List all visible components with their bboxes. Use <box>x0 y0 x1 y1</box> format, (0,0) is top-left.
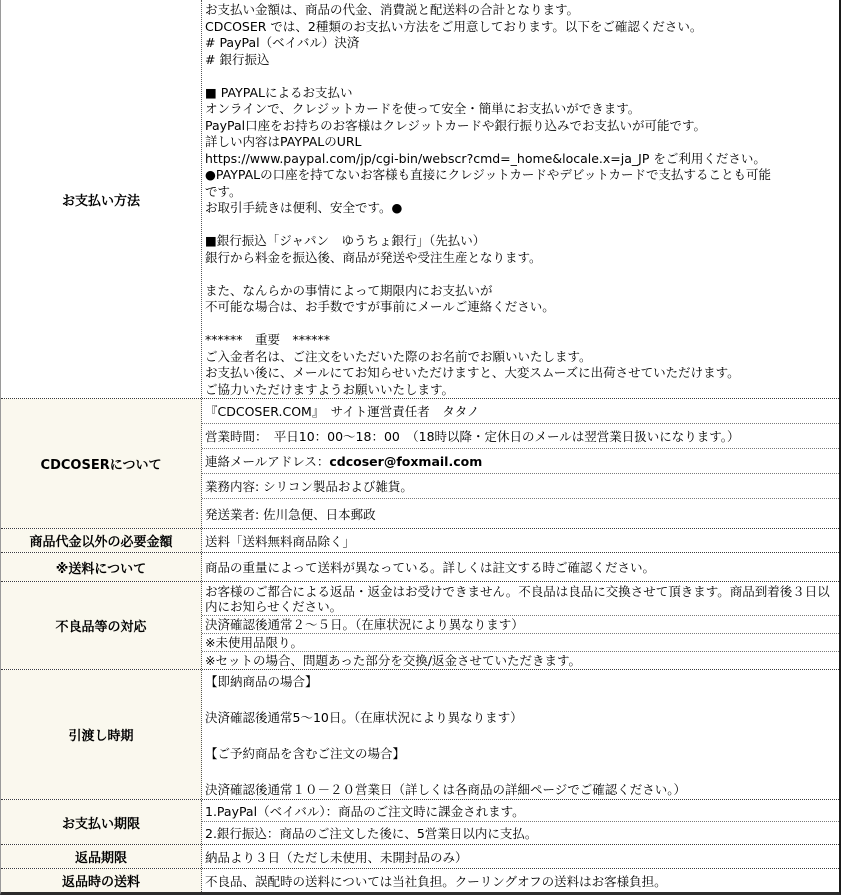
payment-deadline-label: お支払い期限 <box>1 800 202 844</box>
shipping-note-content <box>202 553 839 581</box>
row-about-cdcoser <box>1 398 839 528</box>
about-content <box>202 399 839 528</box>
return-deadline-content <box>202 845 839 868</box>
row-extra-fee <box>1 528 839 552</box>
text-line: 【ご予約商品を含むご注文の場合】 <box>205 746 406 761</box>
text-line: ■ PAYPALによるお支払い <box>205 84 353 100</box>
business-hours-text: 営業時間： 平日10：00～18：00 （18時以降・定休日のメールは翌営業日扱いになります。） <box>205 429 740 444</box>
return-deadline-text: 納品より３日（ただし未使用、未開封品のみ） <box>205 849 468 865</box>
blank-line <box>205 691 834 709</box>
contact-email-prefix: 連絡メールアドレス： <box>205 454 330 469</box>
text-line: CDCOSER では、2種類のお支払い方法をご用意しております。以下をご確認ください。 <box>205 18 703 34</box>
blank-line <box>205 316 834 333</box>
extra-fee-label: 商品代金以外の必要金額 <box>1 529 202 552</box>
payment-deadline-row <box>202 822 839 844</box>
site-operator-row <box>202 399 839 424</box>
blank-line <box>205 266 834 283</box>
row-payment-method <box>1 0 839 398</box>
text-line: # PayPal（ベイバル）決済 <box>205 35 360 50</box>
text-line: 【即納商品の場合】 <box>205 674 318 689</box>
payment-method-label: お支払い方法 <box>1 0 202 398</box>
blank-line <box>205 727 834 745</box>
text-line: お取引手続きは便利、安全です。● <box>205 200 403 215</box>
shipping-note-text: 商品の重量によって送料が異なっている。詳しくは註文する時ご確認ください。 <box>205 560 656 575</box>
return-shipping-text: 不良品、誤配時の送料については当社負担。クーリングオフの送料はお客様負担。 <box>205 873 667 889</box>
defective-policy-row <box>202 582 839 616</box>
defective-policy-row <box>202 616 839 634</box>
paypal-url-line: https://www.paypal.com/jp/cgi-bin/webscr?cmd=_home&locale.x=ja_JP をご利用ください。 <box>205 150 766 166</box>
extra-fee-content <box>202 529 839 552</box>
business-scope-row <box>202 474 839 499</box>
defective-policy-label: 不良品等の対応 <box>1 582 202 669</box>
return-shipping-row <box>202 869 839 892</box>
text-line: ●PAYPALの口座を持てないお客様も直接にクレジットカードやデビットカードで支払することも可能 <box>205 167 772 182</box>
payment-deadline-text: 1.PayPal（ベイバル）：商品のご注文時に課金されます。 <box>205 803 525 819</box>
text-line: です。 <box>205 183 242 199</box>
row-defective-policy <box>1 581 839 669</box>
payment-deadline-row <box>202 800 839 822</box>
blank-line <box>205 68 834 85</box>
text-line: ご協力いただけますようお願いいたします。 <box>205 381 455 397</box>
extra-fee-row <box>202 529 839 552</box>
payment-method-lines <box>202 0 839 398</box>
shipping-carriers-row <box>202 499 839 528</box>
row-return-deadline <box>1 844 839 868</box>
row-delivery-time <box>1 669 839 799</box>
contact-email-row <box>202 449 839 474</box>
return-shipping-content <box>202 869 839 892</box>
return-deadline-label: 返品期限 <box>1 845 202 868</box>
defective-policy-text: お客様のご都合による返品・返金はお受けできません。不良品は良品に交換させて頂きます。商品到着後３日以内にお知らせください。 <box>205 583 830 614</box>
extra-fee-text: 送料「送料無料商品除く」 <box>205 533 356 549</box>
text-line: お支払い金額は、商品の代金、消費説と配送料の合計となります。 <box>205 2 580 17</box>
contact-email-address: cdcoser@foxmail.com <box>329 453 483 469</box>
payment-deadline-content <box>202 800 839 844</box>
defective-policy-row <box>202 634 839 652</box>
important-heading: ****** 重要 ****** <box>205 332 331 347</box>
text-line: お支払い後に、メールにてお知らせいただけますと、大変スムーズに出荷させていただけます。 <box>205 365 740 380</box>
blank-line <box>205 763 834 781</box>
text-line: ご入金者名は、ご注文をいただいた際のお名前でお願いいたします。 <box>205 348 592 364</box>
text-line: 銀行から料金を振込後、商品が発送や受注生産となります。 <box>205 249 542 265</box>
text-line: 不可能な場合は、お手数ですが事前にメールご連絡ください。 <box>205 299 555 314</box>
text-line: ■銀行振込「ジャパン ゆうちょ銀行」（先払い） <box>205 233 486 248</box>
defective-policy-content <box>202 582 839 669</box>
blank-line <box>205 217 834 234</box>
shipping-note-label: ※送料について <box>1 553 202 581</box>
shipping-note-row <box>202 553 839 581</box>
payment-method-content <box>202 0 839 398</box>
defective-policy-text: ※未使用品限り。 <box>205 635 303 650</box>
text-line: オンラインで、クレジットカードを使って安全・簡単にお支払いができます。 <box>205 101 641 116</box>
row-shipping-note <box>1 552 839 581</box>
text-line: また、なんらかの事情によって期限内にお支払いが <box>205 282 493 298</box>
text-line: 決済確認後通常5～10日。（在庫状況により異なります） <box>205 710 523 725</box>
return-deadline-row <box>202 845 839 868</box>
text-line: # 銀行振込 <box>205 51 270 67</box>
text-line: PayPal口座をお持ちのお客様はクレジットカードや銀行振り込みでお支払いが可能です。 <box>205 117 706 133</box>
site-operator-text: 『CDCOSER.COM』 サイト運営責任者 タタノ <box>205 404 480 419</box>
business-scope-text: 業務内容: シリコン製品および雑貨。 <box>205 479 413 494</box>
defective-policy-text: ※セットの場合、問題あった部分を交換/返金させていただきます。 <box>205 653 582 668</box>
delivery-time-lines <box>202 670 839 799</box>
return-shipping-label: 返品時の送料 <box>1 869 202 892</box>
defective-policy-row <box>202 652 839 669</box>
payment-deadline-text: 2.銀行振込：商品のご注文した後に、5営業日以内に支払。 <box>205 826 538 841</box>
defective-policy-text: 決済確認後通常２～５日。（在庫状況により異なります） <box>205 617 524 632</box>
delivery-time-content <box>202 670 839 799</box>
delivery-time-label: 引渡し時期 <box>1 670 202 799</box>
text-line: 決済確認後通常１０－２０営業日（詳しくは各商品の詳細ページでご確認ください。） <box>205 782 687 797</box>
text-line: 詳しい内容はPAYPALのURL <box>205 134 362 149</box>
business-hours-row <box>202 424 839 449</box>
row-return-shipping <box>1 868 839 892</box>
row-payment-deadline <box>1 799 839 844</box>
about-label: CDCOSERについて <box>1 399 202 528</box>
shipping-carriers-text: 発送業者: 佐川急便、日本郵政 <box>205 506 376 522</box>
